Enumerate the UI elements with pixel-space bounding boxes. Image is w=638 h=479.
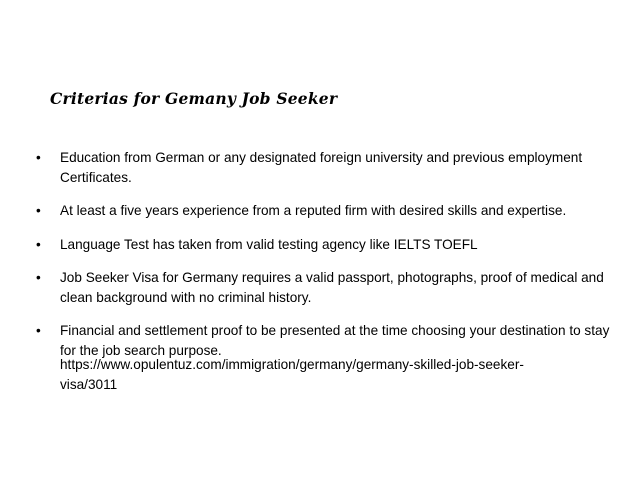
criteria-text: Job Seeker Visa for Germany requires a valid passport, photographs, proof of medical and clean background with no criminal history. xyxy=(60,270,604,305)
criteria-item-experience xyxy=(36,201,616,221)
bullet-icon: • xyxy=(36,150,41,165)
criteria-list xyxy=(36,148,616,374)
slide-title: Criterias for Gemany Job Seeker xyxy=(50,89,338,108)
bullet-icon: • xyxy=(36,323,41,338)
criteria-item-language-test xyxy=(36,235,616,255)
criteria-item-documents xyxy=(36,268,616,307)
criteria-text: Language Test has taken from valid testing agency like IELTS TOEFL xyxy=(60,236,478,252)
bullet-icon: • xyxy=(36,236,41,252)
criteria-text: Financial and settlement proof to be presented at the time choosing your destination to stay for the job search purpose. xyxy=(60,323,610,358)
criteria-item-education xyxy=(36,148,616,187)
criteria-text: Education from German or any designated foreign university and previous employment Certificates. xyxy=(60,150,583,185)
bullet-icon: • xyxy=(36,203,41,218)
criteria-text: At least a five years experience from a reputed firm with desired skills and expertise. xyxy=(60,203,567,218)
source-url: https://www.opulentuz.com/immigration/germany/germany-skilled-job-seeker-visa/3011 xyxy=(60,357,524,392)
bullet-icon: • xyxy=(36,270,41,285)
